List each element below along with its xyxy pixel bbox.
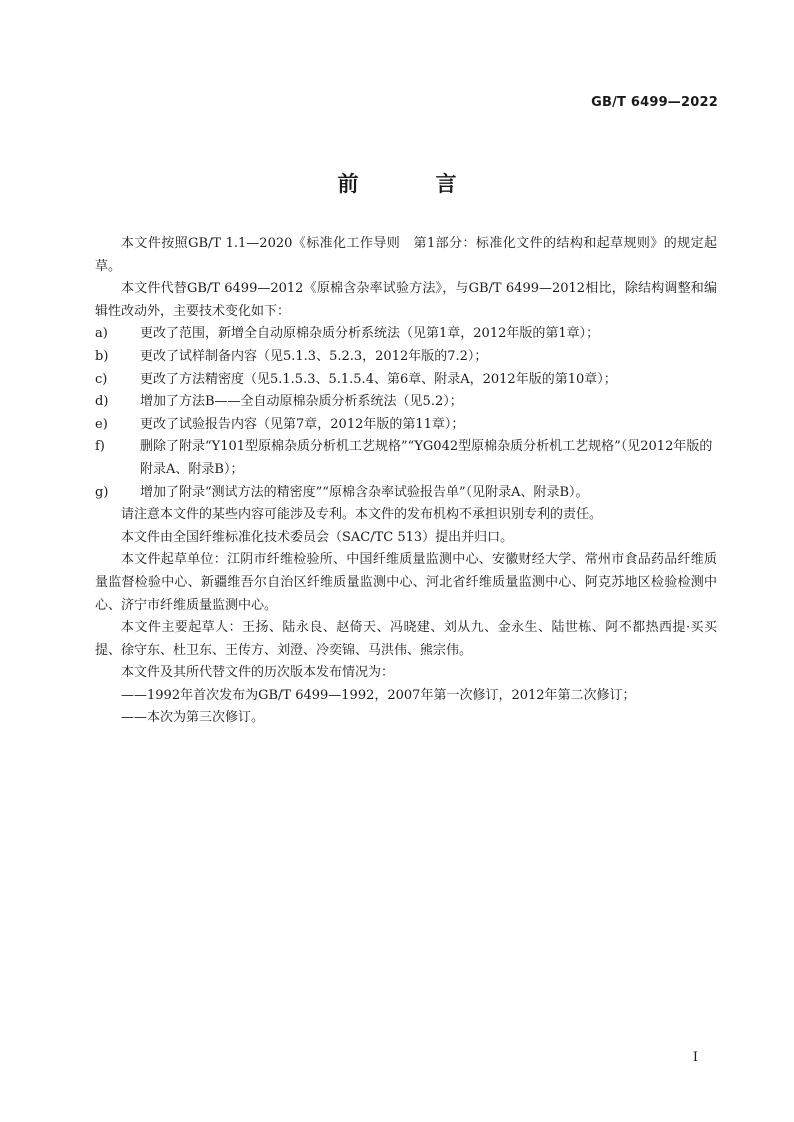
list-item-label: g) bbox=[95, 484, 109, 500]
list-item-label: c) bbox=[95, 371, 108, 387]
list-item-text: 更改了方法精密度（见5.1.5.3、5.1.5.4、第6章、附录A，2012年版的第10章）； bbox=[140, 371, 617, 387]
list-item bbox=[95, 346, 717, 369]
list-item-label: e) bbox=[95, 416, 108, 432]
document-body bbox=[95, 233, 717, 730]
list-item bbox=[95, 414, 717, 437]
list-item-text: 更改了试样制备内容（见5.1.3、5.2.3，2012年版的7.2）； bbox=[140, 348, 488, 364]
paragraph-patent-notice: 请注意本文件的某些内容可能涉及专利。本文件的发布机构不承担识别专利的责任。 bbox=[121, 507, 603, 523]
list-item bbox=[95, 482, 717, 505]
paragraph-drafting-units: 本文件起草单位：江阴市纤维检验所、中国纤维质量监测中心、安徽财经大学、常州市食品药品纤维质量监督检验中心、新疆维吾尔自治区纤维质量监测中心、河北省纤维质量监测中心、阿克苏地区检验检测中心、济宁市纤维质量监测中心。 bbox=[95, 552, 717, 613]
list-item-label: a) bbox=[95, 326, 108, 342]
list-item-label: b) bbox=[95, 348, 109, 364]
list-item bbox=[95, 436, 717, 481]
paragraph-proposer: 本文件由全国纤维标准化技术委员会（SAC/TC 513）提出并归口。 bbox=[121, 529, 514, 545]
list-item bbox=[95, 369, 717, 392]
page-number: I bbox=[692, 1050, 698, 1065]
standard-code: GB/T 6499—2022 bbox=[591, 95, 718, 110]
list-item-label: d) bbox=[95, 394, 109, 410]
paragraph-drafters: 本文件主要起草人：王扬、陆永良、赵倚天、冯晓建、刘从九、金永生、陆世栋、阿不都热西提·买买提、徐守东、杜卫东、王传方、刘澄、冷奕锦、马洪伟、熊宗伟。 bbox=[95, 620, 717, 658]
list-item bbox=[95, 323, 717, 346]
list-item-text: 更改了试验报告内容（见第7章，2012年版的第11章）； bbox=[140, 416, 465, 432]
page-title: 前 言 bbox=[337, 172, 485, 196]
list-item-text: 更改了范围，新增全自动原棉杂质分析系统法（见第1章，2012年版的第1章）； bbox=[140, 326, 600, 342]
list-item-label: f) bbox=[95, 439, 105, 455]
paragraph-drafting-rules: 本文件按照GB/T 1.1—2020《标准化工作导则 第1部分：标准化文件的结构和起草规则》的规定起草。 bbox=[95, 236, 717, 274]
paragraph-replacement: 本文件代替GB/T 6499—2012《原棉含杂率试验方法》，与GB/T 6499—2012相比，除结构调整和编辑性改动外，主要技术变化如下： bbox=[95, 281, 717, 319]
history-item: ——本次为第三次修订。 bbox=[121, 710, 265, 726]
paragraph-version-history: 本文件及其所代替文件的历次版本发布情况为： bbox=[121, 665, 395, 681]
list-item-text: 增加了方法B——全自动原棉杂质分析系统法（见5.2）； bbox=[140, 394, 463, 410]
list-item bbox=[95, 391, 717, 414]
list-item-text: 删除了附录“Y101型原棉杂质分析机工艺规格”“YG042型原棉杂质分析机工艺规格”（见2012年版的附录A、附录B）； bbox=[140, 439, 713, 477]
history-item: ——1992年首次发布为GB/T 6499—1992，2007年第一次修订，2012年第二次修订； bbox=[121, 687, 636, 703]
list-item-text: 增加了附录“测试方法的精密度”“原棉含杂率试验报告单”（见附录A、附录B）。 bbox=[140, 484, 589, 500]
